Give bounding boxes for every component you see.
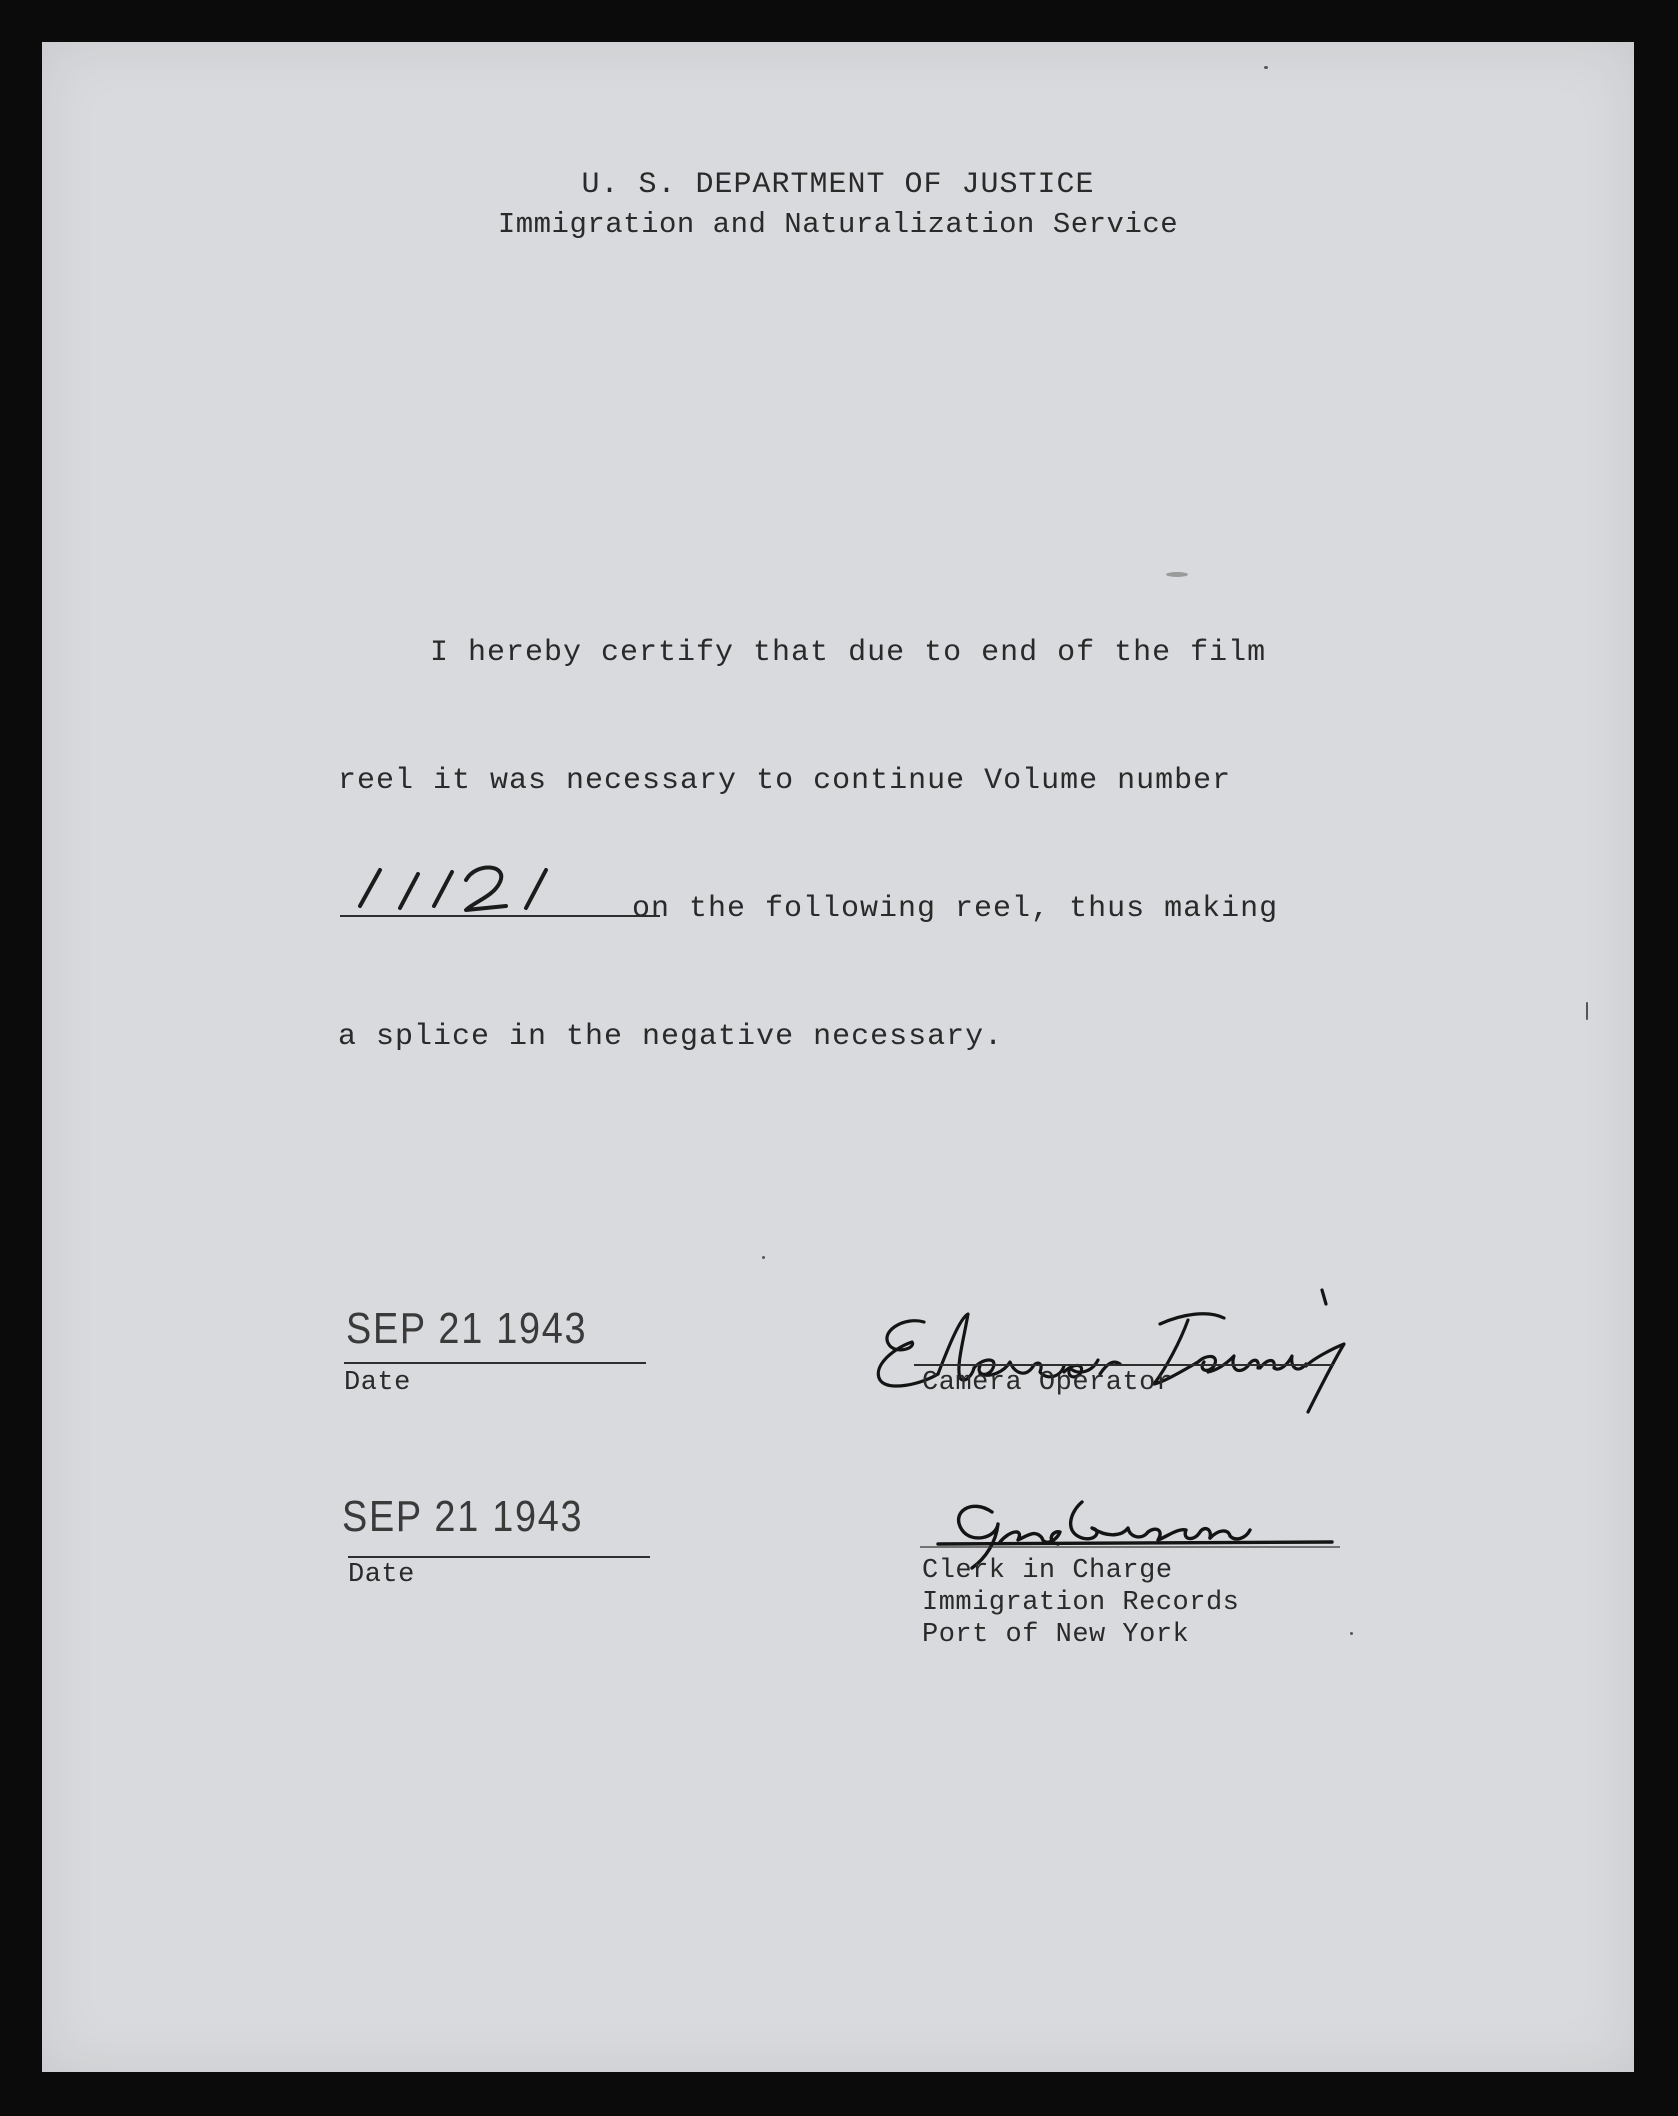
clerk-role-line-2: Immigration Records	[922, 1588, 1240, 1618]
handwritten-volume-number	[336, 854, 666, 934]
dust-speck	[1264, 66, 1268, 69]
date-label-1: Date	[344, 1368, 411, 1398]
date-stamp-2: SEP 21 1943	[342, 1492, 584, 1541]
dust-speck	[1586, 1002, 1588, 1020]
body-line-2: reel it was necessary to continue Volume number	[338, 764, 1232, 798]
date-label-2: Date	[348, 1560, 415, 1590]
signature-line-2	[920, 1546, 1340, 1548]
camera-operator-label: Camera Operator	[922, 1368, 1173, 1398]
body-line-3: on the following reel, thus making	[632, 892, 1279, 926]
clerk-role-line-3: Port of New York	[922, 1620, 1190, 1650]
signature-line-1	[914, 1364, 1334, 1366]
dust-speck	[762, 1256, 765, 1259]
document-page	[42, 42, 1634, 2072]
service-heading: Immigration and Naturalization Service	[497, 208, 1179, 241]
department-heading: U. S. DEPARTMENT OF JUSTICE	[581, 168, 1095, 202]
dust-speck	[1166, 572, 1188, 577]
body-line-1: I hereby certify that due to end of the film	[430, 636, 1267, 670]
body-line-4: a splice in the negative necessary.	[338, 1020, 1004, 1054]
clerk-role-line-1: Clerk in Charge	[922, 1556, 1173, 1586]
date-stamp-1: SEP 21 1943	[346, 1304, 588, 1353]
dust-speck	[1350, 1632, 1353, 1635]
date-line-2	[348, 1556, 650, 1558]
date-line-1	[344, 1362, 646, 1364]
